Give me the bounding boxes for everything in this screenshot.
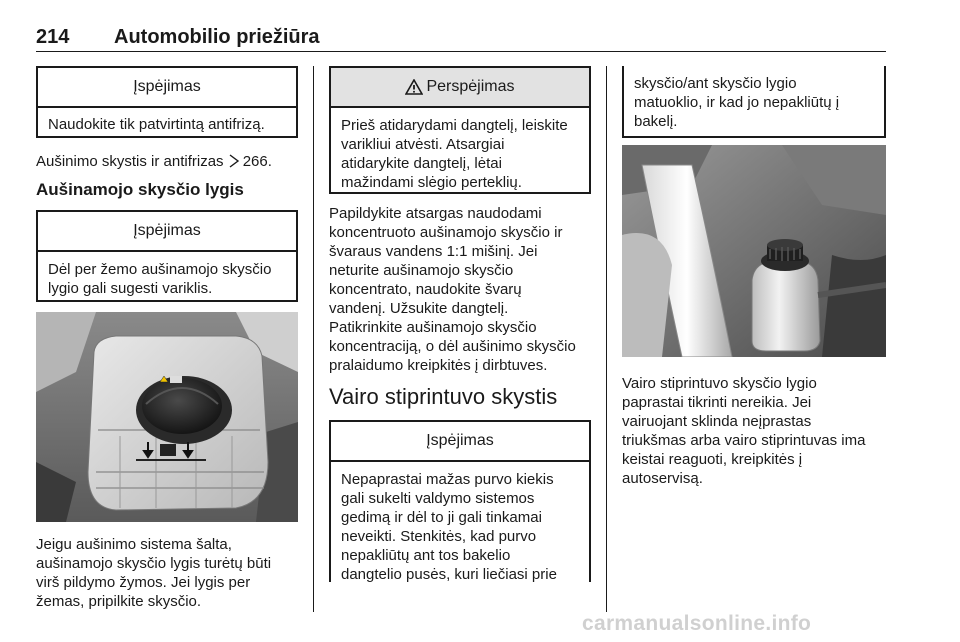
- warning-text: [331, 462, 589, 592]
- text-line: varikliui atvėsti. Atsargiai: [341, 136, 505, 153]
- text-line: virš pildymo žymos. Jei lygis per: [36, 574, 251, 591]
- warning-title: Įspėjimas: [331, 422, 589, 462]
- warning-box-low-coolant: [36, 210, 298, 302]
- text-line: matuoklio, ir kad jo nepakliūtų į: [634, 94, 840, 111]
- warning-title: Įspėjimas: [38, 68, 296, 108]
- text-line: nepakliūtų ant tos bakelio: [341, 547, 511, 564]
- text-line: keistai reaguoti, kreipkitės į: [622, 451, 803, 468]
- page-number: 214: [36, 26, 70, 48]
- text-line: švaraus vandens 1:1 mišinį. Jei: [329, 243, 538, 260]
- text-line: žemas, pripilkite skysčio.: [36, 593, 202, 610]
- caution-header: [331, 68, 589, 108]
- text-line: neveikti. Stenkitės, kad purvo: [341, 528, 537, 545]
- text-line: gedimą ir dėl to ji gali tinkamai: [341, 509, 542, 526]
- text-line: vairuojant sklinda neįprastas: [622, 413, 812, 430]
- warning-box-steering: [329, 420, 591, 582]
- text-line: Vairo stiprintuvo skysčio lygio: [622, 375, 817, 392]
- text-line: autoservisą.: [622, 470, 703, 487]
- text-line: koncentrato, naudokite švarų: [329, 281, 522, 298]
- text-line: Patikrinkite aušinamojo skysčio: [329, 319, 537, 336]
- caution-title: Perspėjimas: [426, 78, 515, 95]
- warning-box-continued: [622, 66, 886, 138]
- warning-text: [624, 66, 884, 139]
- page-title: Automobilio priežiūra: [114, 26, 320, 48]
- text-line: skysčio/ant skysčio lygio: [634, 75, 797, 92]
- text-line: mažindami slėgio perteklių.: [341, 174, 522, 191]
- text-line: pralaidumo kreipkitės į dirbtuves.: [329, 357, 548, 374]
- text-line: neturite aušinamojo skysčio: [329, 262, 514, 279]
- text-line: gali sukelti valdymo sistemos: [341, 490, 535, 507]
- coolant-level-text: [36, 535, 271, 611]
- coolant-reservoir-image: [36, 312, 298, 522]
- warning-text: [38, 252, 296, 306]
- refill-instructions: [329, 204, 576, 375]
- text-line: lygio gali sugesti variklis.: [48, 280, 213, 297]
- column-divider-1: [313, 66, 314, 612]
- caution-text: [331, 108, 589, 200]
- warning-triangle-icon: [405, 79, 423, 95]
- steering-fluid-text: [622, 374, 865, 488]
- text-line: Dėl per žemo aušinamojo skysčio: [48, 261, 272, 278]
- steering-fluid-reservoir-image: [622, 145, 886, 357]
- text-line: Jeigu aušinimo sistema šalta,: [36, 536, 232, 553]
- reference-text: Aušinimo skystis ir antifrizas: [36, 153, 224, 170]
- reference-line: [36, 152, 272, 171]
- text-line: Nepaprastai mažas purvo kiekis: [341, 471, 554, 488]
- section-subheading: Aušinamojo skysčio lygis: [36, 180, 244, 199]
- text-line: bakelį.: [634, 113, 678, 130]
- watermark: carmanualsonline.info: [582, 612, 812, 635]
- reference-page: 266.: [242, 153, 272, 170]
- text-line: koncentruoto aušinamojo skysčio ir: [329, 224, 563, 241]
- caution-box: [329, 66, 591, 194]
- warning-text: Naudokite tik patvirtintą antifrizą.: [48, 116, 265, 133]
- warning-box-antifreeze: [36, 66, 298, 138]
- text-line: triukšmas arba vairo stiprintuvas ima: [622, 432, 866, 449]
- warning-title: Įspėjimas: [38, 212, 296, 252]
- page-reference-icon: [228, 154, 240, 168]
- text-line: aušinamojo skysčio lygis turėtų būti: [36, 555, 272, 572]
- text-line: vandenį. Užsukite dangtelį.: [329, 300, 509, 317]
- text-line: koncentraciją, o dėl aušinimo skysčio: [329, 338, 576, 355]
- header-rule: [36, 51, 886, 52]
- text-line: Prieš atidarydami dangtelį, leiskite: [341, 117, 568, 134]
- text-line: Papildykite atsargas naudodami: [329, 205, 542, 222]
- section-heading: Vairo stiprintuvo skystis: [329, 384, 558, 409]
- text-line: paprastai tikrinti nereikia. Jei: [622, 394, 812, 411]
- column-divider-2: [606, 66, 607, 612]
- text-line: atidarykite dangtelį, lėtai: [341, 155, 502, 172]
- text-line: dangtelio pusės, kuri liečiasi prie: [341, 566, 557, 583]
